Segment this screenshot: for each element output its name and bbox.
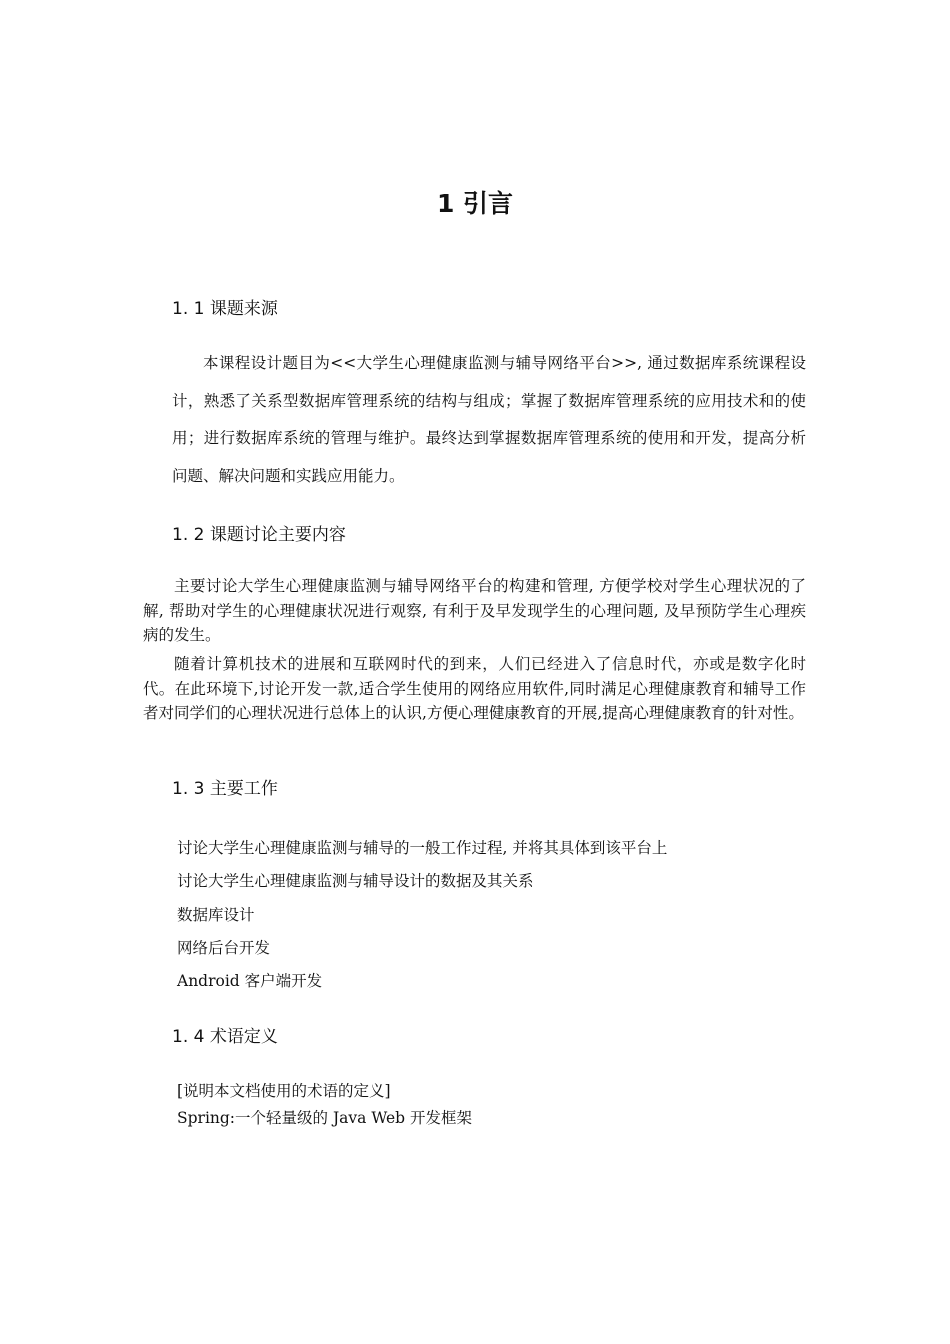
chapter-title: 1 引言 — [436, 189, 514, 218]
section-1-2-paragraph-2: 随着计算机技术的进展和互联网时代的到来，人们已经进入了信息时代，亦或是数字化时代。在此环境下,讨论开发一款,适合学生使用的网络应用软件,同时满足心理健康教育和辅导工作者对同学们的心理状况进行总体上的认识,方便心理健康教育的开展,提高心理健康教育的针对性。 — [143, 655, 806, 722]
section-heading-1-2: 1. 2 课题讨论主要内容 — [172, 525, 346, 545]
term-definitions — [177, 1078, 472, 1132]
list-item: 网络后台开发 — [177, 938, 271, 957]
section-heading-1-1: 1. 1 课题来源 — [172, 299, 278, 319]
list-item: 讨论大学生心理健康监测与辅导设计的数据及其关系 — [177, 872, 534, 891]
main-work-list — [177, 832, 667, 998]
section-1-2-paragraph-1: 主要讨论大学生心理健康监测与辅导网络平台的构建和管理, 方便学校对学生心理状况的了解, 帮助对学生的心理健康状况进行观察, 有利于及早发现学生的心理问题, 及早预防学生心理疾病的发生。 — [143, 577, 806, 644]
section-heading-1-4: 1. 4 术语定义 — [172, 1027, 278, 1047]
term-note: [说明本文档使用的术语的定义] — [177, 1082, 391, 1100]
section-heading-1-3: 1. 3 主要工作 — [172, 779, 278, 799]
list-item: 数据库设计 — [177, 905, 255, 924]
list-item: 讨论大学生心理健康监测与辅导的一般工作过程, 并将其具体到该平台上 — [177, 839, 668, 857]
list-item: Android 客户端开发 — [177, 972, 323, 991]
term-spring: Spring:一个轻量级的 Java Web 开发框架 — [177, 1109, 473, 1127]
section-1-1-paragraph: 本课程设计题目为<<大学生心理健康监测与辅导网络平台>>, 通过数据库系统课程设计，熟悉了关系型数据库管理系统的结构与组成；掌握了数据库管理系统的应用技术和的使用；进行数据库系统的管理与维护。最终达到掌握数据库管理系统的使用和开发，提高分析问题、解决问题和实践应用能力。 — [172, 354, 806, 485]
